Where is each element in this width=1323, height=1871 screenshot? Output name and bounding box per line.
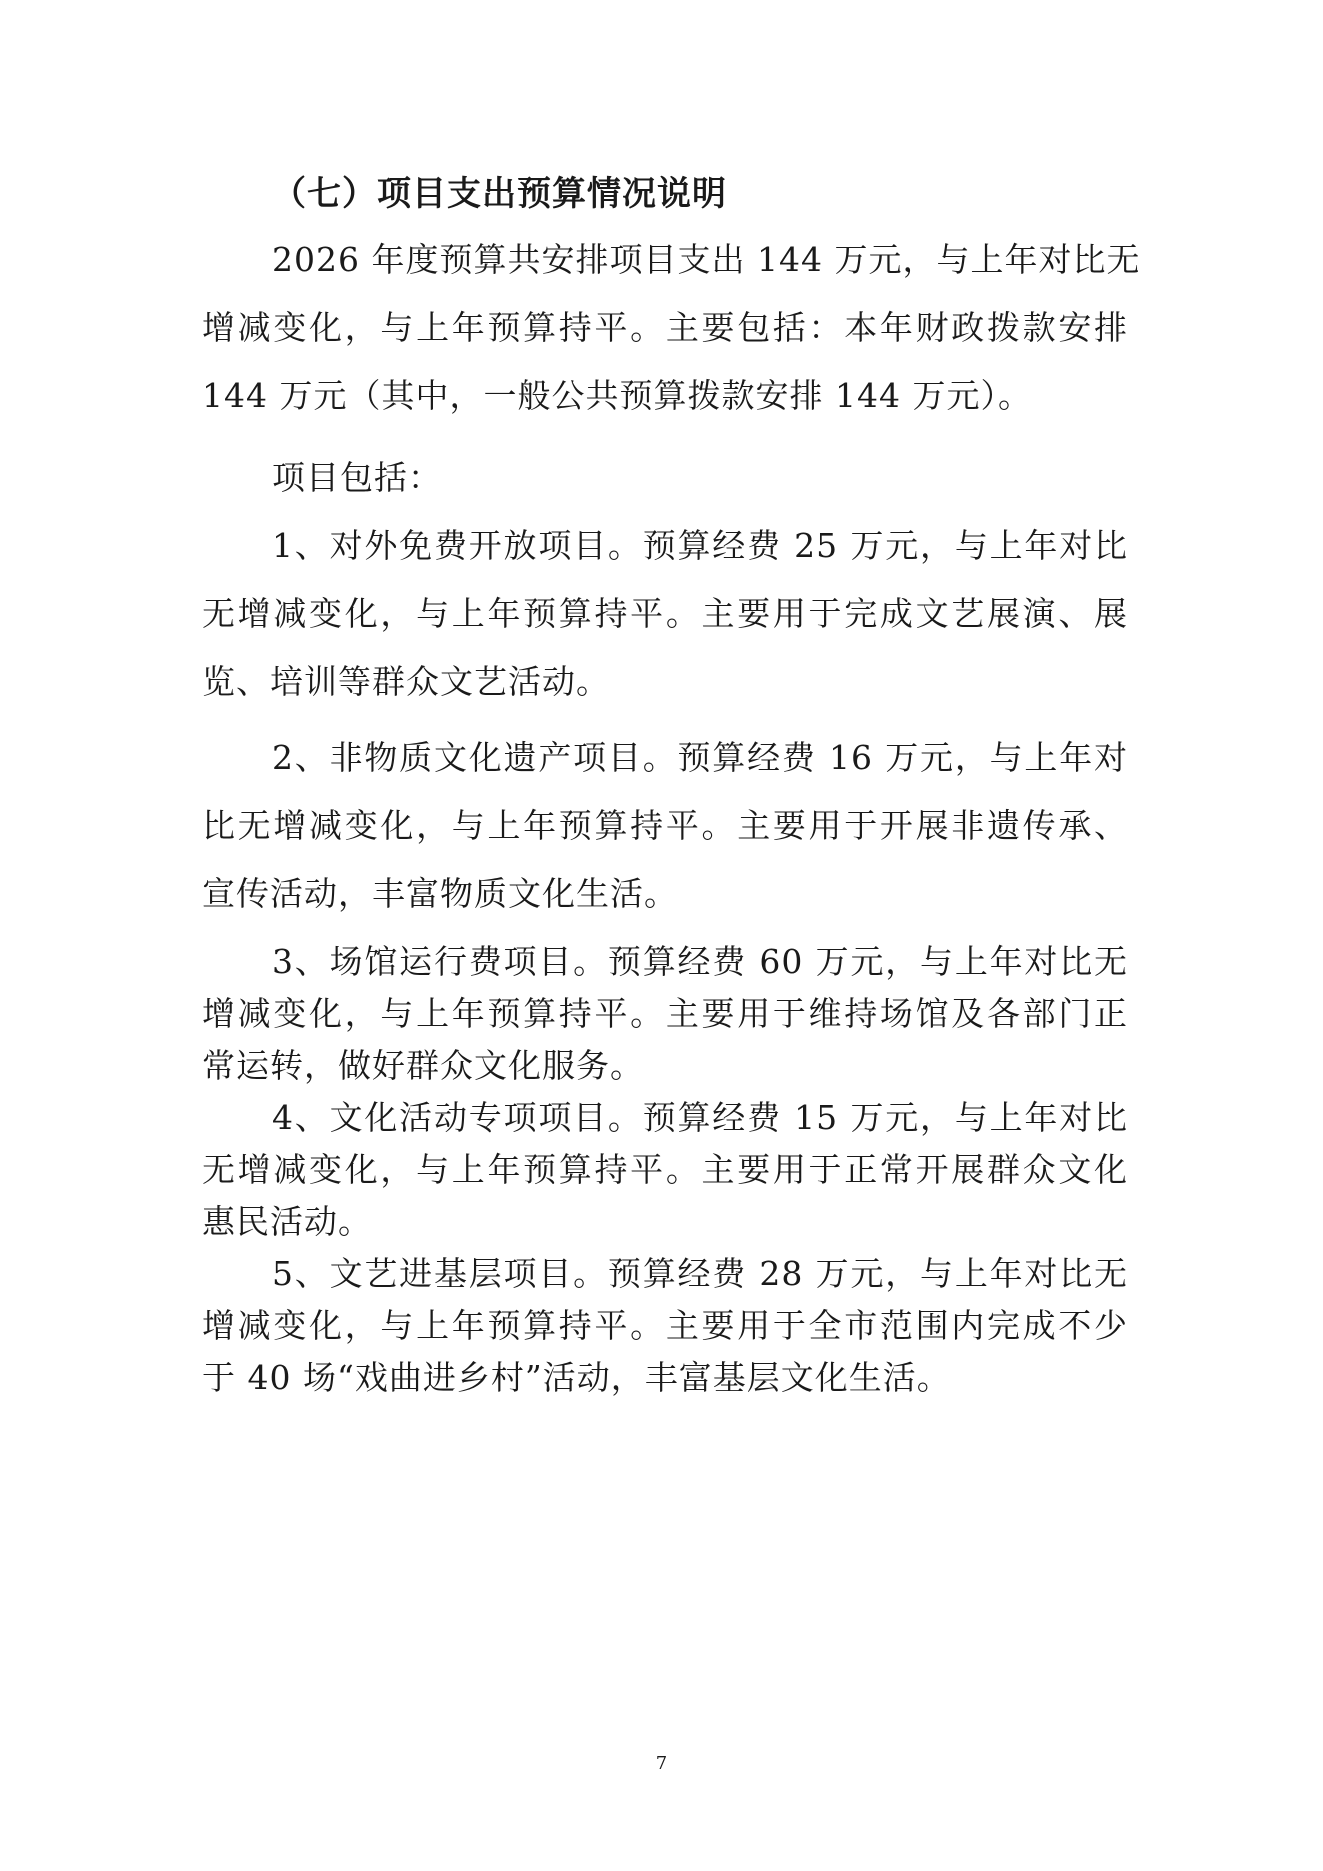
intro-line-1: 2026 年度预算共安排项目支出 144 万元，与上年对比无 bbox=[272, 240, 1141, 279]
page-number: 7 bbox=[655, 1753, 668, 1774]
item3-line-3: 常运转，做好群众文化服务。 bbox=[202, 1046, 644, 1085]
item5-line-3: 于 40 场“戏曲进乡村”活动，丰富基层文化生活。 bbox=[202, 1358, 951, 1397]
item4-line-1: 4、文化活动专项项目。预算经费 15 万元，与上年对比 bbox=[272, 1098, 1128, 1137]
section-heading: （七）项目支出预算情况说明 bbox=[272, 174, 727, 214]
item4-line-3: 惠民活动。 bbox=[202, 1202, 372, 1241]
item2-line-1: 2、非物质文化遗产项目。预算经费 16 万元，与上年对 bbox=[272, 738, 1128, 777]
item4-line-2: 无增减变化，与上年预算持平。主要用于正常开展群众文化 bbox=[202, 1150, 1128, 1189]
items-heading: 项目包括： bbox=[272, 458, 442, 497]
item1-line-3: 览、培训等群众文艺活动。 bbox=[202, 662, 610, 701]
item1-line-2: 无增减变化，与上年预算持平。主要用于完成文艺展演、展 bbox=[202, 594, 1128, 633]
intro-line-3: 144 万元（其中，一般公共预算拨款安排 144 万元）。 bbox=[202, 376, 1032, 415]
item3-line-1: 3、场馆运行费项目。预算经费 60 万元，与上年对比无 bbox=[272, 942, 1128, 981]
item2-line-2: 比无增减变化，与上年预算持平。主要用于开展非遗传承、 bbox=[202, 806, 1128, 845]
item3-line-2: 增减变化，与上年预算持平。主要用于维持场馆及各部门正 bbox=[202, 994, 1128, 1033]
item1-line-1: 1、对外免费开放项目。预算经费 25 万元，与上年对比 bbox=[272, 526, 1128, 565]
item2-line-3: 宣传活动，丰富物质文化生活。 bbox=[202, 874, 678, 913]
intro-line-2: 增减变化，与上年预算持平。主要包括：本年财政拨款安排 bbox=[202, 308, 1128, 347]
item5-line-1: 5、文艺进基层项目。预算经费 28 万元，与上年对比无 bbox=[272, 1254, 1128, 1293]
item5-line-2: 增减变化，与上年预算持平。主要用于全市范围内完成不少 bbox=[202, 1306, 1128, 1345]
